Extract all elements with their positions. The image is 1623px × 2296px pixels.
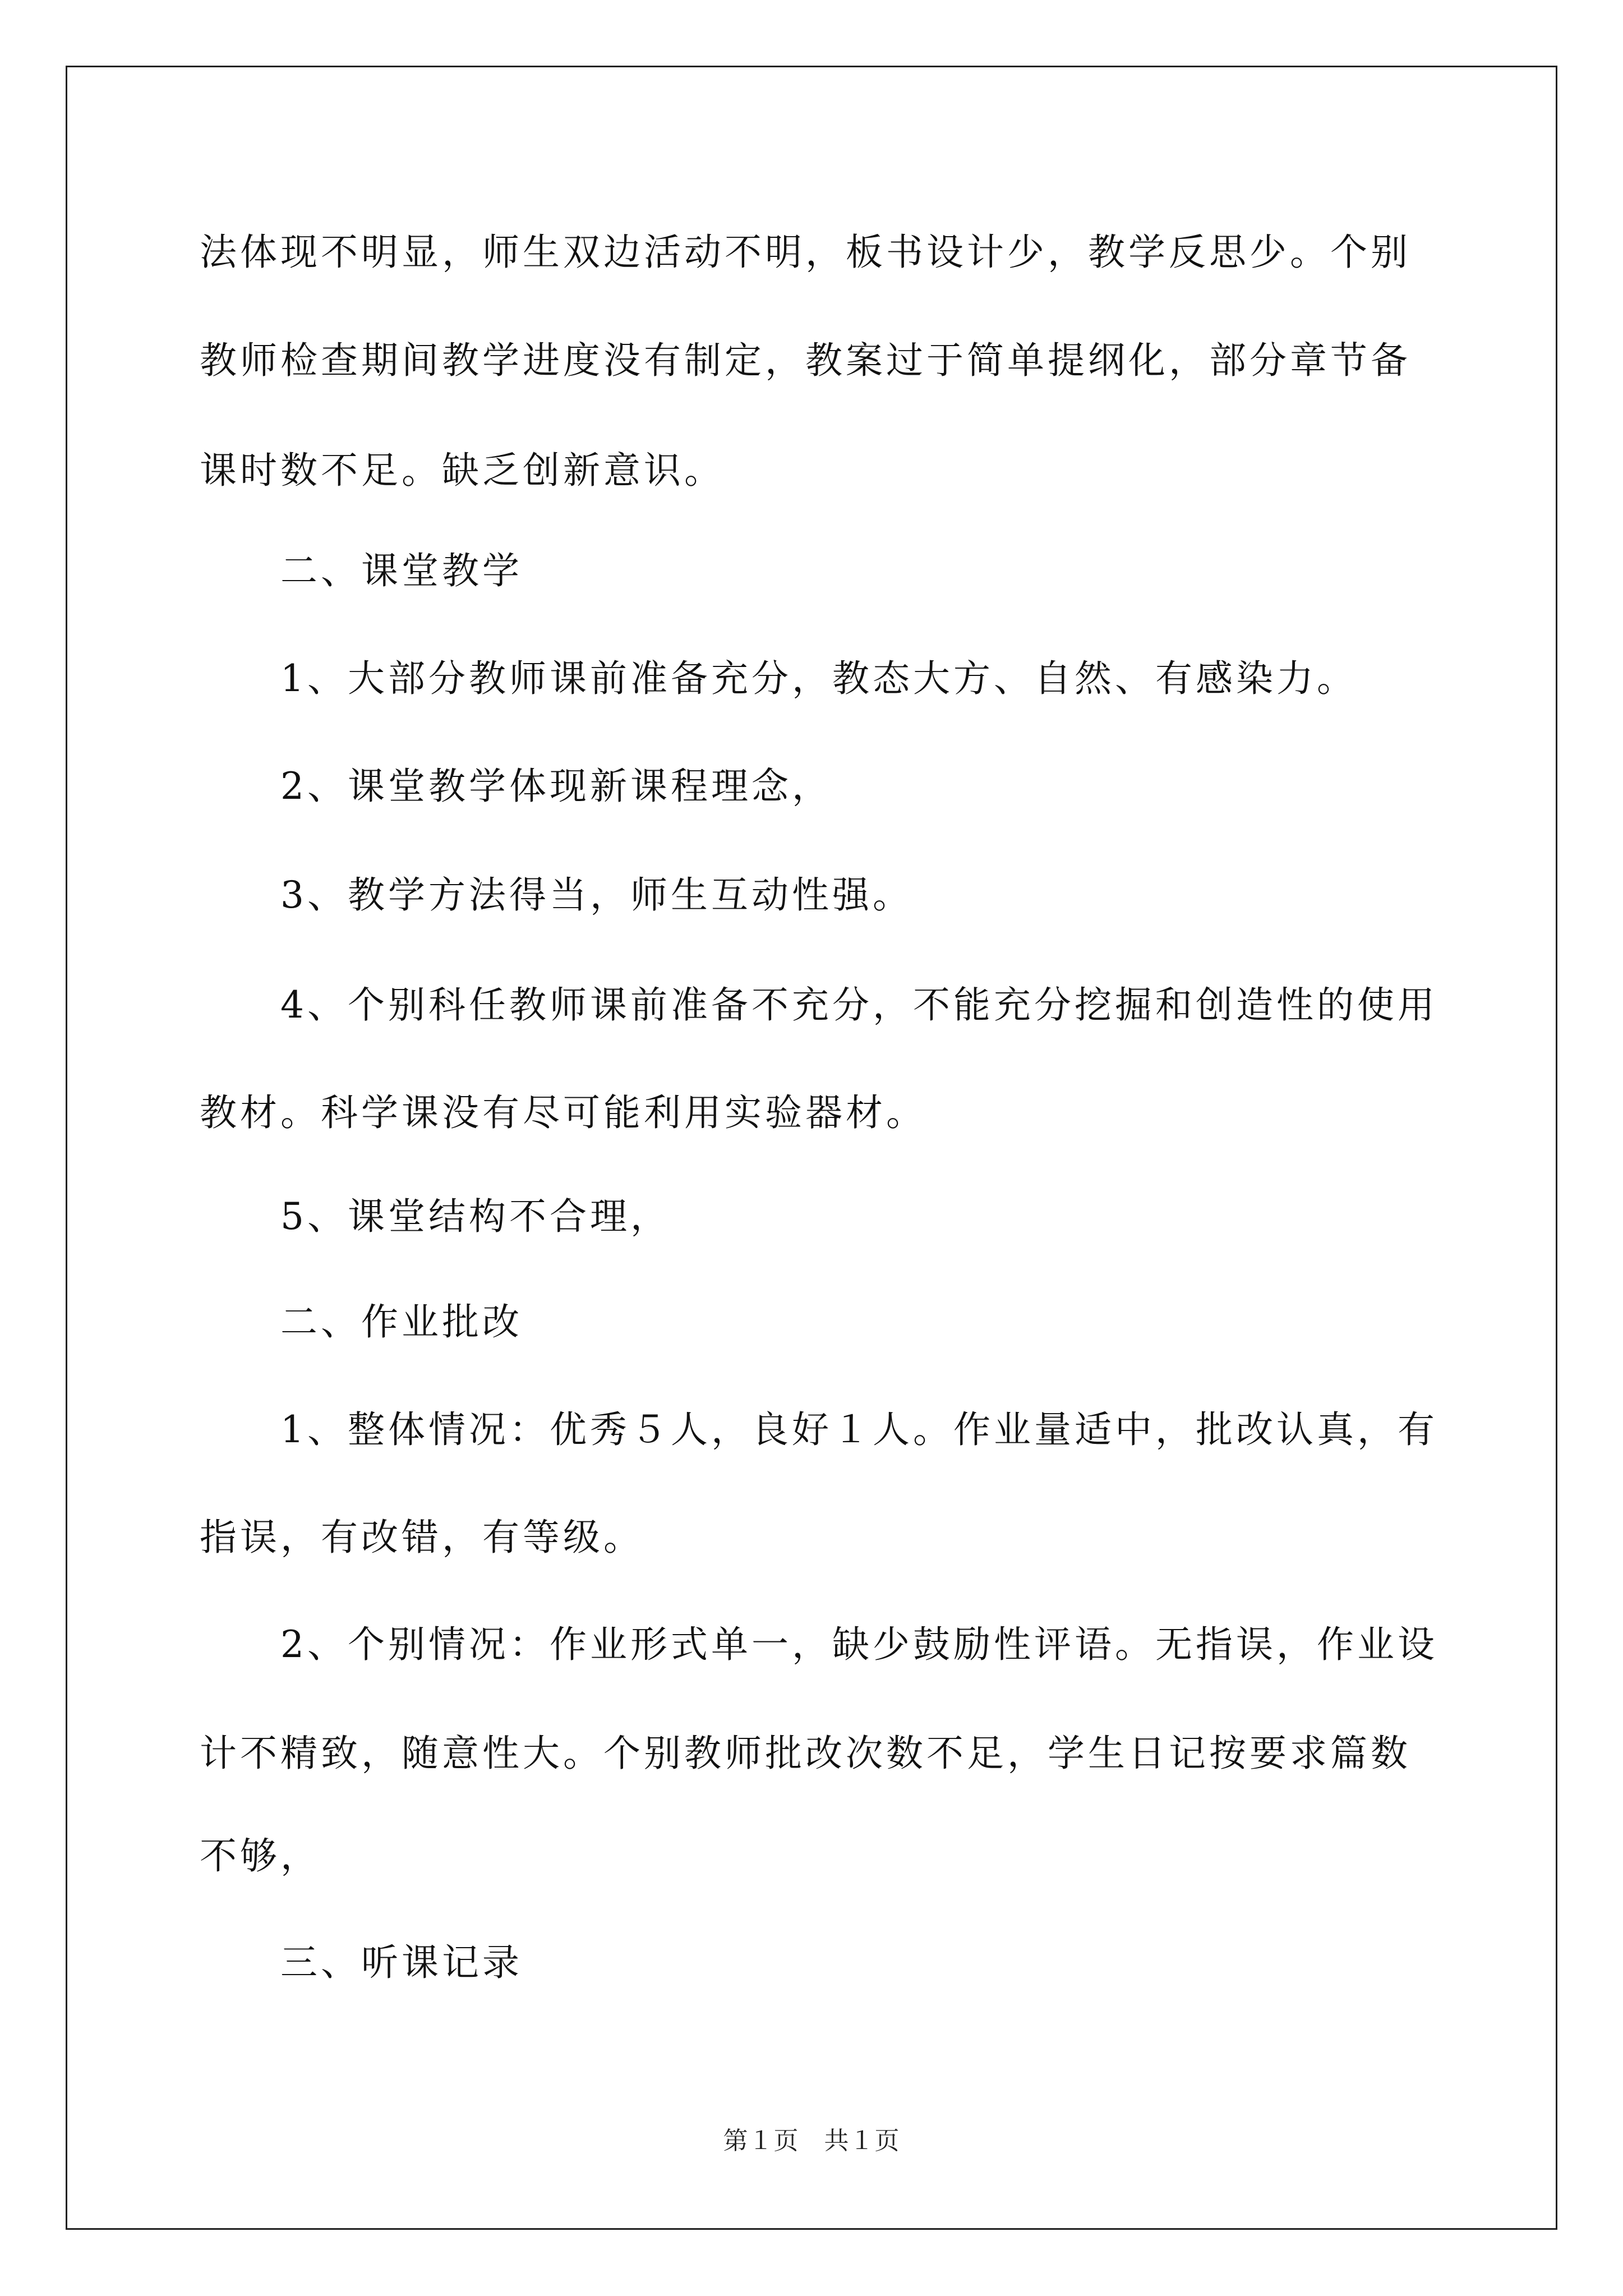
page-border xyxy=(66,66,1557,2230)
text-line: 法体现不明显，师生双边活动不明，板书设计少，教学反思少。个别 xyxy=(200,231,1411,274)
text-line: 3、教学方法得当，师生互动性强。 xyxy=(200,873,913,917)
text-line: 5、课堂结构不合理， xyxy=(200,1195,671,1238)
text-line: 课时数不足。缺乏创新意识。 xyxy=(200,449,725,492)
section-heading: 二、作业批改 xyxy=(200,1300,523,1343)
section-heading: 三、听课记录 xyxy=(200,1941,523,1984)
text-line: 不够， xyxy=(200,1834,321,1878)
text-line: 2、课堂教学体现新课程理念， xyxy=(200,765,832,808)
text-line: 1、大部分教师课前准备充分，教态大方、自然、有感染力。 xyxy=(200,657,1357,700)
text-line: 教师检查期间教学进度没有制定，教案过于简单提纲化，部分章节备 xyxy=(200,339,1411,382)
text-line: 1、整体情况：优秀５人，良好１人。作业量适中，批改认真，有 xyxy=(200,1408,1438,1451)
text-line: 教材。科学课没有尽可能利用实验器材。 xyxy=(200,1091,926,1134)
page-number-footer: 第１页 共１页 xyxy=(723,2127,900,2155)
section-heading: 二、课堂教学 xyxy=(200,549,523,592)
text-line: 指误，有改错，有等级。 xyxy=(200,1516,644,1559)
text-line: 2、个别情况：作业形式单一，缺少鼓励性评语。无指误，作业设 xyxy=(200,1623,1438,1666)
text-line: 计不精致，随意性大。个别教师批改次数不足，学生日记按要求篇数 xyxy=(200,1732,1411,1775)
text-line: 4、个别科任教师课前准备不充分，不能充分挖掘和创造性的使用 xyxy=(200,983,1438,1027)
